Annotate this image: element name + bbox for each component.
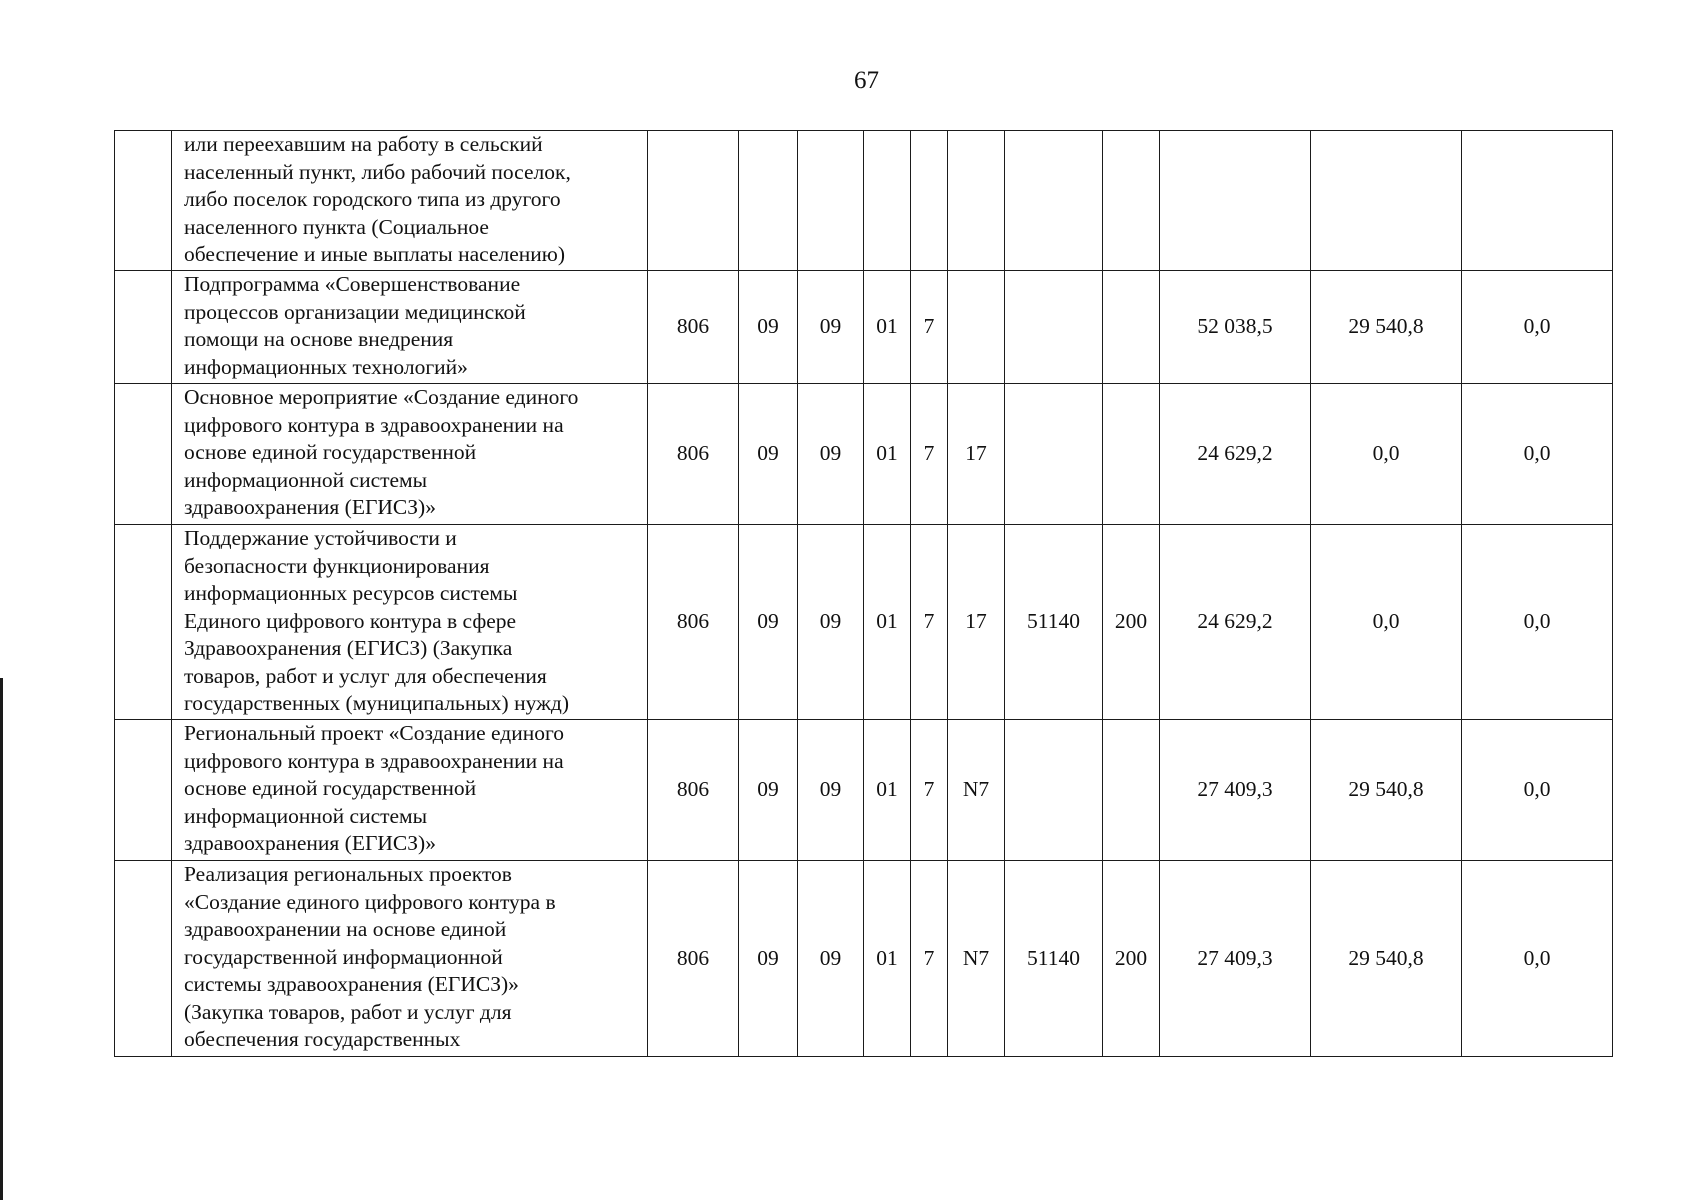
expense-type-code-cell: 200 xyxy=(1103,525,1160,720)
description-line: основе единой государственной xyxy=(184,776,477,800)
description-line: населенный пункт, либо рабочий поселок, xyxy=(184,159,571,184)
section-code-cell: 09 xyxy=(739,271,798,384)
page-number: 67 xyxy=(854,67,879,94)
subprogram-code-cell: 7 xyxy=(911,384,948,525)
section-code-cell: 09 xyxy=(739,384,798,525)
description-line: здравоохранения (ЕГИСЗ)» xyxy=(184,831,436,855)
subprogram-code-cell: 7 xyxy=(911,271,948,384)
gl-code-cell: 806 xyxy=(648,271,739,384)
activity-code-cell: 17 xyxy=(948,525,1005,720)
direction-code-cell: 51140 xyxy=(1005,525,1103,720)
subprogram-code-cell: 7 xyxy=(911,720,948,861)
direction-code-cell xyxy=(1005,271,1103,384)
description-line: информационных ресурсов системы xyxy=(184,581,518,605)
description-line: информационных технологий» xyxy=(184,354,468,379)
subsection-code-cell: 09 xyxy=(798,720,864,861)
amount-year-1-cell: 24 629,2 xyxy=(1160,525,1311,720)
amount-year-2-cell: 0,0 xyxy=(1311,384,1462,525)
subsection-code-cell: 09 xyxy=(798,384,864,525)
amount-year-1-cell: 24 629,2 xyxy=(1160,384,1311,525)
description-line: Здравоохранения (ЕГИСЗ) (Закупка xyxy=(184,636,513,660)
description-line: системы здравоохранения (ЕГИСЗ)» xyxy=(184,972,519,996)
description-line: Региональный проект «Создание единого xyxy=(184,721,564,745)
table-row xyxy=(115,525,1613,720)
description-line: информационной системы xyxy=(184,803,428,828)
table-row xyxy=(115,271,1613,384)
description-cell xyxy=(172,131,648,271)
program-code-cell xyxy=(864,131,911,271)
section-code-cell: 09 xyxy=(739,720,798,861)
description-line: здравоохранения (ЕГИСЗ)» xyxy=(184,495,436,519)
direction-code-cell xyxy=(1005,384,1103,525)
subsection-code-cell: 09 xyxy=(798,525,864,720)
subsection-code-cell: 09 xyxy=(798,271,864,384)
table-row xyxy=(115,720,1613,861)
section-code-cell xyxy=(739,131,798,271)
amount-year-2-cell: 29 540,8 xyxy=(1311,720,1462,861)
subsection-code-cell xyxy=(798,131,864,271)
subprogram-code-cell: 7 xyxy=(911,525,948,720)
amount-year-3-cell: 0,0 xyxy=(1462,271,1613,384)
table-row xyxy=(115,861,1613,1057)
amount-year-1-cell: 27 409,3 xyxy=(1160,720,1311,861)
gl-code-cell: 806 xyxy=(648,384,739,525)
activity-code-cell: N7 xyxy=(948,861,1005,1057)
row-number-cell xyxy=(115,131,172,271)
scan-edge-line xyxy=(0,678,3,1200)
description-line: цифрового контура в здравоохранении на xyxy=(184,748,564,773)
amount-year-2-cell: 0,0 xyxy=(1311,525,1462,720)
section-code-cell: 09 xyxy=(739,525,798,720)
description-line: Поддержание устойчивости и xyxy=(184,526,457,550)
subsection-code-cell: 09 xyxy=(798,861,864,1057)
activity-code-cell xyxy=(948,131,1005,271)
description-line: государственной информационной xyxy=(184,944,503,969)
row-number-cell xyxy=(115,271,172,384)
budget-table xyxy=(114,130,1613,1057)
description-line: помощи на основе внедрения xyxy=(184,327,454,351)
expense-type-code-cell xyxy=(1103,131,1160,271)
amount-year-3-cell: 0,0 xyxy=(1462,525,1613,720)
amount-year-2-cell: 29 540,8 xyxy=(1311,271,1462,384)
section-code-cell: 09 xyxy=(739,861,798,1057)
description-line: обеспечения государственных xyxy=(184,1027,461,1051)
description-line: (Закупка товаров, работ и услуг для xyxy=(184,999,512,1024)
activity-code-cell: N7 xyxy=(948,720,1005,861)
table-row xyxy=(115,131,1613,271)
row-number-cell xyxy=(115,720,172,861)
direction-code-cell: 51140 xyxy=(1005,861,1103,1057)
amount-year-3-cell: 0,0 xyxy=(1462,720,1613,861)
row-number-cell xyxy=(115,384,172,525)
description-line: основе единой государственной xyxy=(184,440,477,464)
description-line: «Создание единого цифрового контура в xyxy=(184,889,556,914)
description-line: Единого цифрового контура в сфере xyxy=(184,608,517,633)
description-line: цифрового контура в здравоохранении на xyxy=(184,412,564,437)
description-line: информационной системы xyxy=(184,467,428,492)
description-line: товаров, работ и услуг для обеспечения xyxy=(184,663,547,688)
program-code-cell: 01 xyxy=(864,720,911,861)
gl-code-cell: 806 xyxy=(648,861,739,1057)
description-line: населенного пункта (Социальное xyxy=(184,214,489,239)
expense-type-code-cell xyxy=(1103,384,1160,525)
table-row xyxy=(115,384,1613,525)
description-line: или переехавшим на работу в сельский xyxy=(184,132,543,156)
description-cell xyxy=(172,861,648,1057)
amount-year-3-cell: 0,0 xyxy=(1462,861,1613,1057)
description-line: Основное мероприятие «Создание единого xyxy=(184,385,579,409)
row-number-cell xyxy=(115,525,172,720)
gl-code-cell: 806 xyxy=(648,720,739,861)
description-cell xyxy=(172,525,648,720)
description-cell xyxy=(172,384,648,525)
description-line: либо поселок городского типа из другого xyxy=(184,187,561,211)
description-line: обеспечение и иные выплаты населению) xyxy=(184,242,566,266)
gl-code-cell xyxy=(648,131,739,271)
description-cell xyxy=(172,271,648,384)
description-line: безопасности функционирования xyxy=(184,553,490,578)
amount-year-3-cell: 0,0 xyxy=(1462,384,1613,525)
activity-code-cell xyxy=(948,271,1005,384)
amount-year-2-cell xyxy=(1311,131,1462,271)
program-code-cell: 01 xyxy=(864,384,911,525)
amount-year-3-cell xyxy=(1462,131,1613,271)
subprogram-code-cell: 7 xyxy=(911,861,948,1057)
row-number-cell xyxy=(115,861,172,1057)
description-line: государственных (муниципальных) нужд) xyxy=(184,691,570,715)
amount-year-2-cell: 29 540,8 xyxy=(1311,861,1462,1057)
description-line: Подпрограмма «Совершенствование xyxy=(184,272,521,296)
expense-type-code-cell xyxy=(1103,271,1160,384)
description-line: здравоохранении на основе единой xyxy=(184,917,507,941)
program-code-cell: 01 xyxy=(864,525,911,720)
direction-code-cell xyxy=(1005,131,1103,271)
description-cell xyxy=(172,720,648,861)
description-line: Реализация региональных проектов xyxy=(184,862,512,886)
activity-code-cell: 17 xyxy=(948,384,1005,525)
direction-code-cell xyxy=(1005,720,1103,861)
budget-table-body xyxy=(115,131,1613,1057)
program-code-cell: 01 xyxy=(864,861,911,1057)
description-line: процессов организации медицинской xyxy=(184,299,526,324)
amount-year-1-cell: 52 038,5 xyxy=(1160,271,1311,384)
expense-type-code-cell xyxy=(1103,720,1160,861)
amount-year-1-cell: 27 409,3 xyxy=(1160,861,1311,1057)
gl-code-cell: 806 xyxy=(648,525,739,720)
expense-type-code-cell: 200 xyxy=(1103,861,1160,1057)
subprogram-code-cell xyxy=(911,131,948,271)
amount-year-1-cell xyxy=(1160,131,1311,271)
program-code-cell: 01 xyxy=(864,271,911,384)
